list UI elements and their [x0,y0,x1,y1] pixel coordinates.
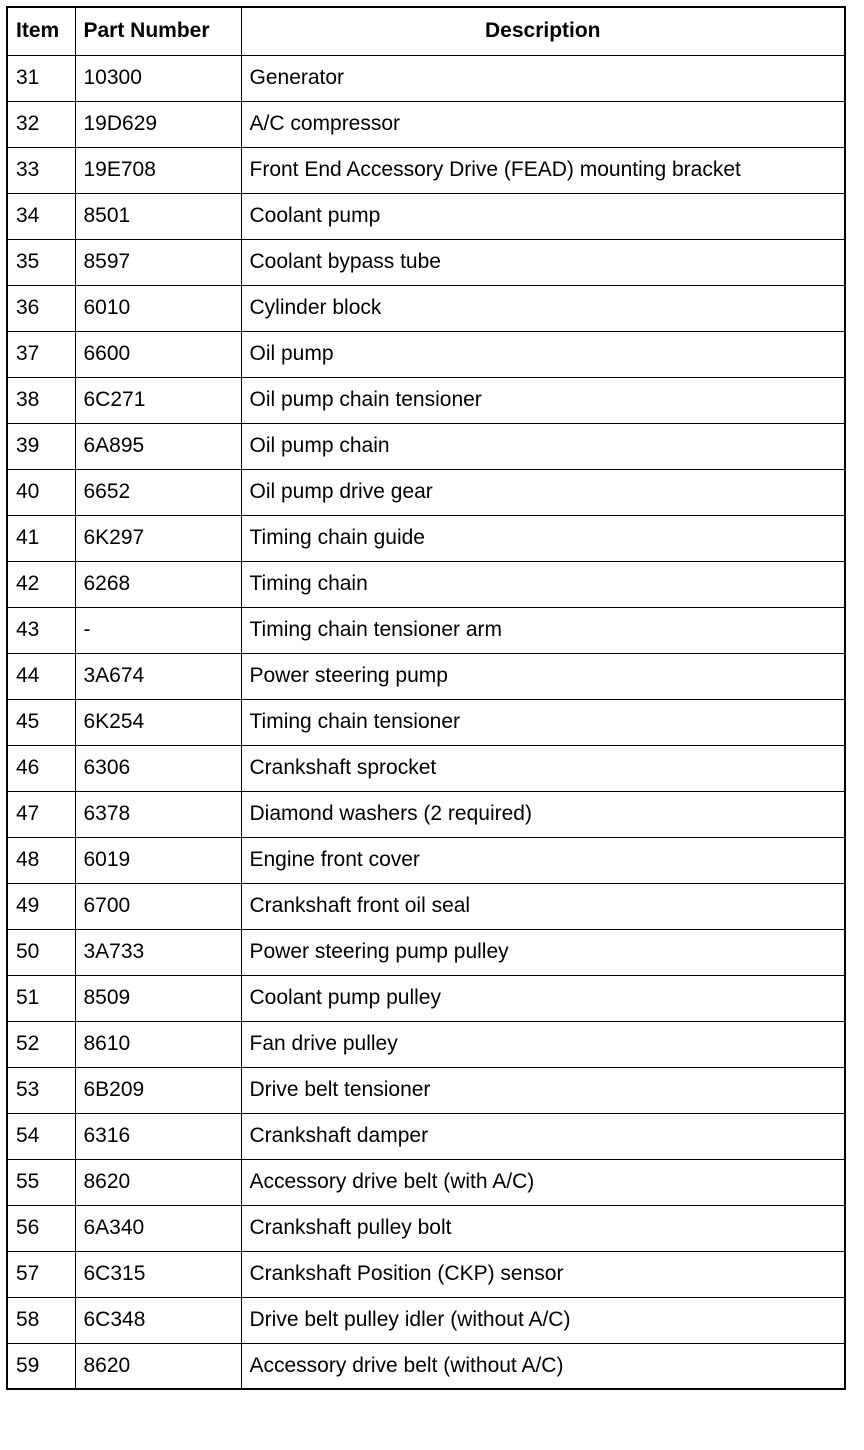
header-part-number: Part Number [75,7,241,55]
table-row [7,285,845,331]
table-row [7,423,845,469]
description-cell: Drive belt pulley idler (without A/C) [241,1297,845,1343]
item-cell: 43 [7,607,75,653]
part-number-cell: - [75,607,241,653]
description-cell: Timing chain tensioner [241,699,845,745]
table-row [7,469,845,515]
part-number-cell: 6A340 [75,1205,241,1251]
table-row [7,515,845,561]
part-number-cell: 8610 [75,1021,241,1067]
description-cell: Fan drive pulley [241,1021,845,1067]
part-number-cell: 6306 [75,745,241,791]
item-cell: 46 [7,745,75,791]
item-cell: 32 [7,101,75,147]
part-number-cell: 19D629 [75,101,241,147]
description-cell: Timing chain tensioner arm [241,607,845,653]
part-number-cell: 6K297 [75,515,241,561]
description-cell: Power steering pump pulley [241,929,845,975]
description-cell: Coolant pump [241,193,845,239]
item-cell: 55 [7,1159,75,1205]
part-number-cell: 6C315 [75,1251,241,1297]
table-row [7,561,845,607]
item-cell: 39 [7,423,75,469]
table-row [7,929,845,975]
header-row [7,7,845,55]
description-cell: Accessory drive belt (without A/C) [241,1343,845,1389]
description-cell: Accessory drive belt (with A/C) [241,1159,845,1205]
table-row [7,1159,845,1205]
part-number-cell: 6700 [75,883,241,929]
item-cell: 57 [7,1251,75,1297]
description-cell: Oil pump chain [241,423,845,469]
item-cell: 53 [7,1067,75,1113]
part-number-cell: 6010 [75,285,241,331]
part-number-cell: 8501 [75,193,241,239]
table-row [7,699,845,745]
description-cell: Coolant pump pulley [241,975,845,1021]
description-cell: Oil pump chain tensioner [241,377,845,423]
item-cell: 52 [7,1021,75,1067]
description-cell: Coolant bypass tube [241,239,845,285]
table-header [7,7,845,55]
item-cell: 59 [7,1343,75,1389]
part-number-cell: 6B209 [75,1067,241,1113]
part-number-cell: 19E708 [75,147,241,193]
description-cell: Crankshaft sprocket [241,745,845,791]
item-cell: 49 [7,883,75,929]
item-cell: 33 [7,147,75,193]
item-cell: 36 [7,285,75,331]
part-number-cell: 6600 [75,331,241,377]
part-number-cell: 3A733 [75,929,241,975]
table-row [7,607,845,653]
item-cell: 34 [7,193,75,239]
item-cell: 44 [7,653,75,699]
description-cell: Crankshaft damper [241,1113,845,1159]
table-row [7,101,845,147]
table-row [7,883,845,929]
parts-table [6,6,846,1390]
item-cell: 41 [7,515,75,561]
part-number-cell: 6378 [75,791,241,837]
item-cell: 40 [7,469,75,515]
header-item: Item [7,7,75,55]
table-row [7,1021,845,1067]
description-cell: Oil pump [241,331,845,377]
description-cell: Generator [241,55,845,101]
table-row [7,1297,845,1343]
description-cell: Crankshaft pulley bolt [241,1205,845,1251]
item-cell: 37 [7,331,75,377]
item-cell: 48 [7,837,75,883]
item-cell: 31 [7,55,75,101]
description-cell: Engine front cover [241,837,845,883]
item-cell: 42 [7,561,75,607]
description-cell: Crankshaft front oil seal [241,883,845,929]
table-row [7,653,845,699]
table-row [7,791,845,837]
table-row [7,193,845,239]
part-number-cell: 8509 [75,975,241,1021]
item-cell: 54 [7,1113,75,1159]
part-number-cell: 6019 [75,837,241,883]
part-number-cell: 6268 [75,561,241,607]
item-cell: 58 [7,1297,75,1343]
part-number-cell: 3A674 [75,653,241,699]
table-body [7,55,845,1389]
description-cell: Drive belt tensioner [241,1067,845,1113]
part-number-cell: 6K254 [75,699,241,745]
item-cell: 51 [7,975,75,1021]
table-row [7,837,845,883]
table-row [7,975,845,1021]
item-cell: 38 [7,377,75,423]
table-row [7,1205,845,1251]
item-cell: 50 [7,929,75,975]
item-cell: 35 [7,239,75,285]
part-number-cell: 8597 [75,239,241,285]
description-cell: Power steering pump [241,653,845,699]
item-cell: 47 [7,791,75,837]
description-cell: Diamond washers (2 required) [241,791,845,837]
table-row [7,1343,845,1389]
part-number-cell: 10300 [75,55,241,101]
table-row [7,239,845,285]
table-row [7,55,845,101]
part-number-cell: 6652 [75,469,241,515]
part-number-cell: 6C348 [75,1297,241,1343]
description-cell: Oil pump drive gear [241,469,845,515]
item-cell: 45 [7,699,75,745]
part-number-cell: 6C271 [75,377,241,423]
part-number-cell: 8620 [75,1343,241,1389]
part-number-cell: 8620 [75,1159,241,1205]
description-cell: Cylinder block [241,285,845,331]
description-cell: Crankshaft Position (CKP) sensor [241,1251,845,1297]
item-cell: 56 [7,1205,75,1251]
description-cell: Timing chain [241,561,845,607]
table-row [7,377,845,423]
description-cell: Timing chain guide [241,515,845,561]
table-row [7,1067,845,1113]
header-description: Description [241,7,845,55]
table-row [7,745,845,791]
table-row [7,1251,845,1297]
part-number-cell: 6A895 [75,423,241,469]
table-row [7,1113,845,1159]
table-row [7,331,845,377]
description-cell: Front End Accessory Drive (FEAD) mounting bracket [241,147,845,193]
description-cell: A/C compressor [241,101,845,147]
table-row [7,147,845,193]
part-number-cell: 6316 [75,1113,241,1159]
